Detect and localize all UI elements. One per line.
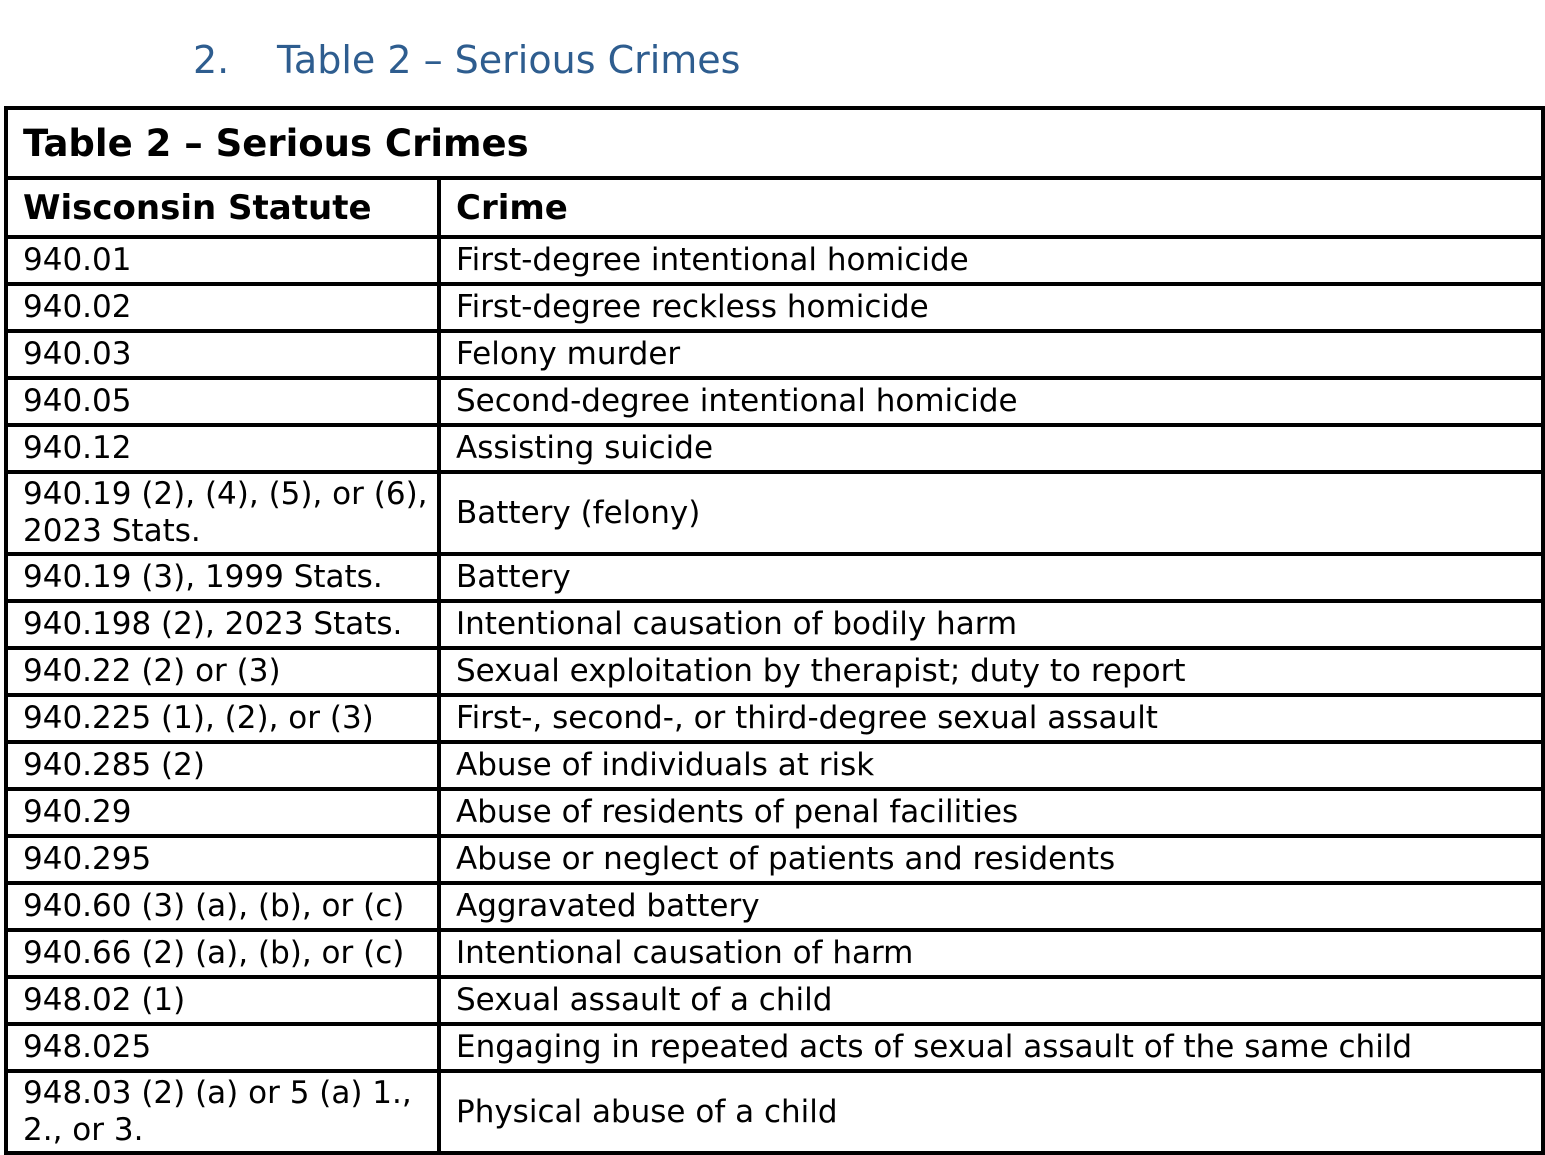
statute-cell: 940.198 (2), 2023 Stats. (6, 601, 439, 648)
crime-cell: First-degree reckless homicide (439, 284, 1543, 331)
table-row (6, 1024, 1543, 1071)
crime-cell: Battery (439, 554, 1543, 601)
statute-cell: 940.29 (6, 789, 439, 836)
crime-cell: Abuse of residents of penal facilities (439, 789, 1543, 836)
table-row (6, 648, 1543, 695)
crime-cell: Assisting suicide (439, 425, 1543, 472)
table-row (6, 789, 1543, 836)
column-header-statute: Wisconsin Statute (6, 178, 439, 237)
statute-cell: 940.285 (2) (6, 742, 439, 789)
crime-cell: Felony murder (439, 331, 1543, 378)
statute-cell: 940.295 (6, 836, 439, 883)
crime-cell: Aggravated battery (439, 883, 1543, 930)
statute-cell: 940.66 (2) (a), (b), or (c) (6, 930, 439, 977)
statute-cell: 940.19 (2), (4), (5), or (6), 2023 Stats. (6, 472, 439, 554)
statute-cell: 940.19 (3), 1999 Stats. (6, 554, 439, 601)
table-row (6, 836, 1543, 883)
statute-cell: 940.05 (6, 378, 439, 425)
section-number: 2. (193, 38, 230, 82)
table-row (6, 883, 1543, 930)
table-row (6, 425, 1543, 472)
table-row (6, 601, 1543, 648)
crime-cell: Sexual exploitation by therapist; duty to report (439, 648, 1543, 695)
statute-cell: 940.02 (6, 284, 439, 331)
crime-cell: Sexual assault of a child (439, 977, 1543, 1024)
table-row (6, 284, 1543, 331)
crime-cell: Physical abuse of a child (439, 1071, 1543, 1153)
table-row (6, 930, 1543, 977)
statute-cell: 940.01 (6, 237, 439, 284)
crime-cell: Abuse of individuals at risk (439, 742, 1543, 789)
table-row (6, 472, 1543, 554)
statute-cell: 940.22 (2) or (3) (6, 648, 439, 695)
statute-cell: 948.02 (1) (6, 977, 439, 1024)
statute-cell: 940.03 (6, 331, 439, 378)
table-row (6, 378, 1543, 425)
table-row (6, 1071, 1543, 1153)
column-header-crime: Crime (439, 178, 1543, 237)
statute-cell: 940.12 (6, 425, 439, 472)
statute-cell: 948.03 (2) (a) or 5 (a) 1., 2., or 3. (6, 1071, 439, 1153)
crime-cell: First-degree intentional homicide (439, 237, 1543, 284)
section-title: Table 2 – Serious Crimes (277, 38, 741, 82)
table-row (6, 331, 1543, 378)
table-title: Table 2 – Serious Crimes (6, 108, 1543, 178)
table-row (6, 977, 1543, 1024)
crime-cell: Second-degree intentional homicide (439, 378, 1543, 425)
section-heading (193, 34, 740, 86)
serious-crimes-table (4, 106, 1545, 1155)
table-row (6, 554, 1543, 601)
table-row (6, 695, 1543, 742)
crime-cell: Abuse or neglect of patients and residents (439, 836, 1543, 883)
crime-cell: First-, second-, or third-degree sexual assault (439, 695, 1543, 742)
table-row (6, 237, 1543, 284)
statute-cell: 940.225 (1), (2), or (3) (6, 695, 439, 742)
crime-cell: Intentional causation of bodily harm (439, 601, 1543, 648)
crime-cell: Intentional causation of harm (439, 930, 1543, 977)
crime-cell: Battery (felony) (439, 472, 1543, 554)
statute-cell: 948.025 (6, 1024, 439, 1071)
table-row (6, 742, 1543, 789)
statute-cell: 940.60 (3) (a), (b), or (c) (6, 883, 439, 930)
crime-cell: Engaging in repeated acts of sexual assault of the same child (439, 1024, 1543, 1071)
